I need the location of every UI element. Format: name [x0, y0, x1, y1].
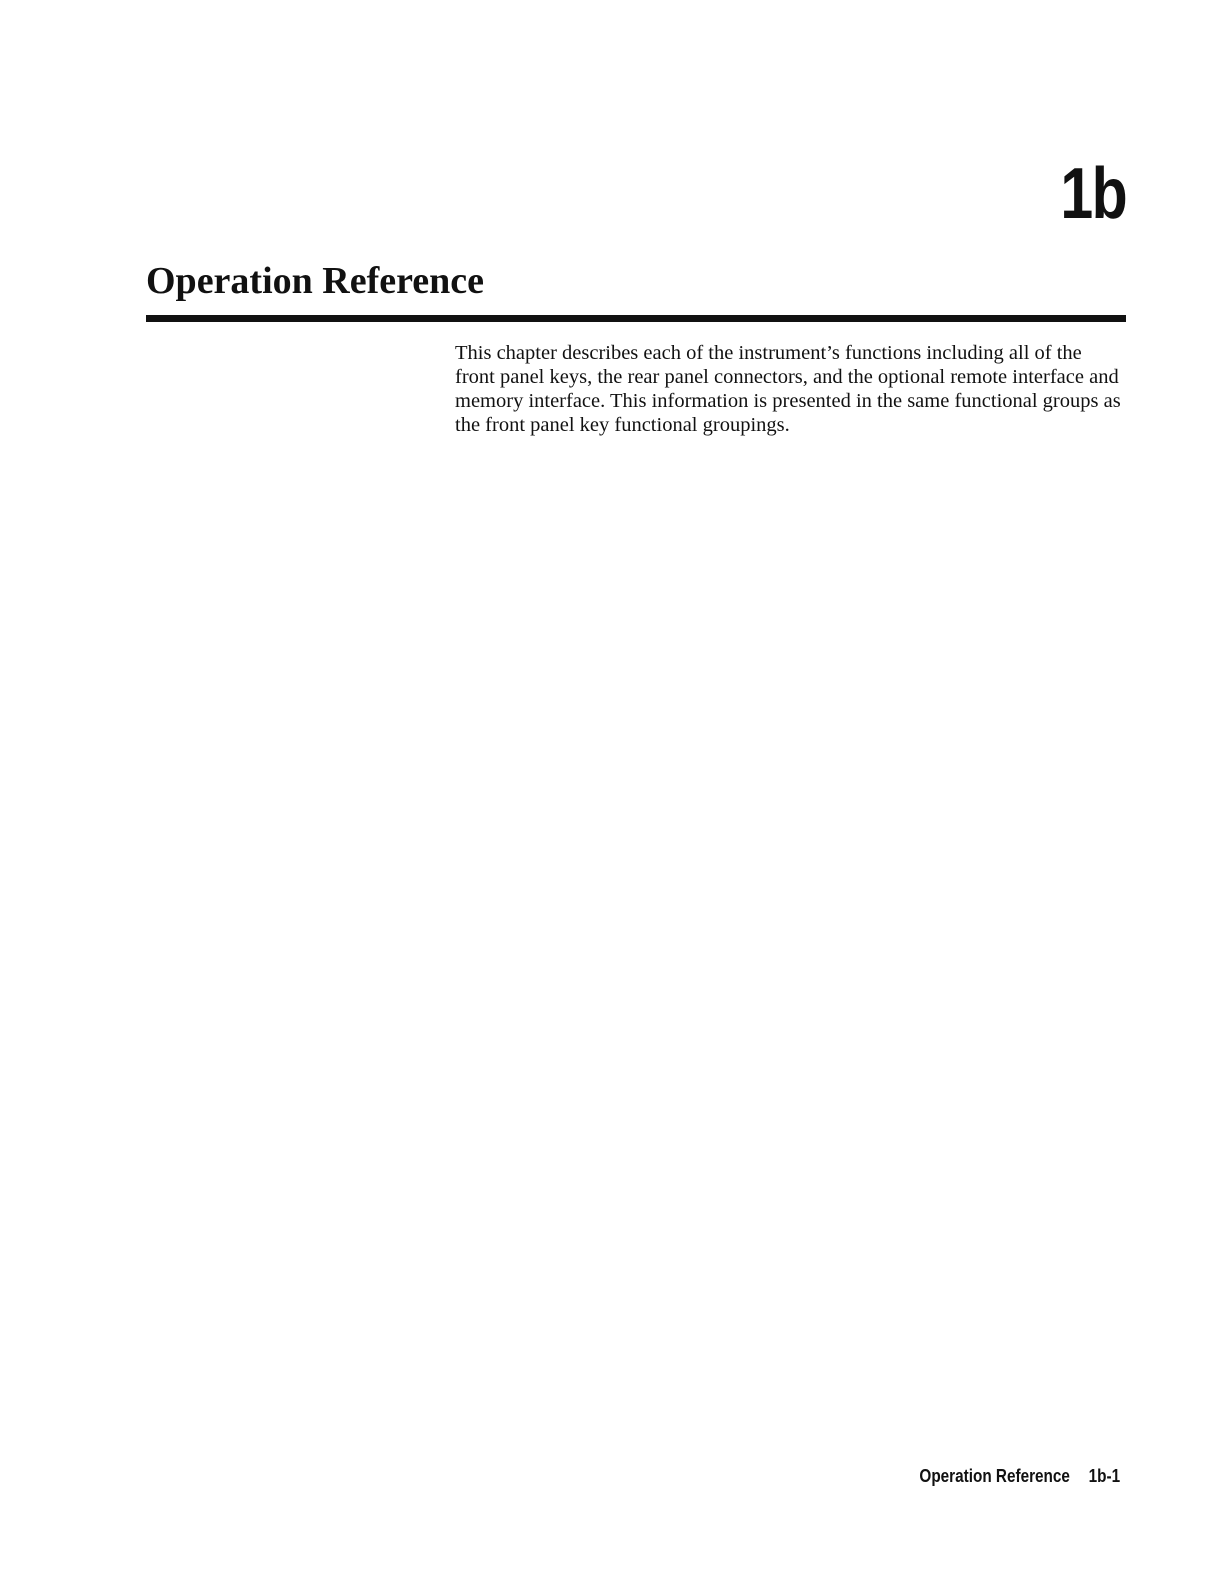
footer-page-number: 1b-1	[1088, 1466, 1120, 1486]
page-footer	[919, 1467, 1120, 1485]
chapter-title: Operation Reference	[146, 260, 485, 302]
footer-section-title: Operation Reference	[919, 1466, 1070, 1486]
title-rule	[146, 315, 1126, 322]
chapter-number: 1b	[1060, 154, 1126, 234]
intro-paragraph: This chapter describes each of the instrument’s functions including all of the front panel keys, the rear panel connectors, and the optional remote interface and memory interface. This information is presented in the same functional groups as the front panel key functional groupings.	[455, 342, 1121, 436]
